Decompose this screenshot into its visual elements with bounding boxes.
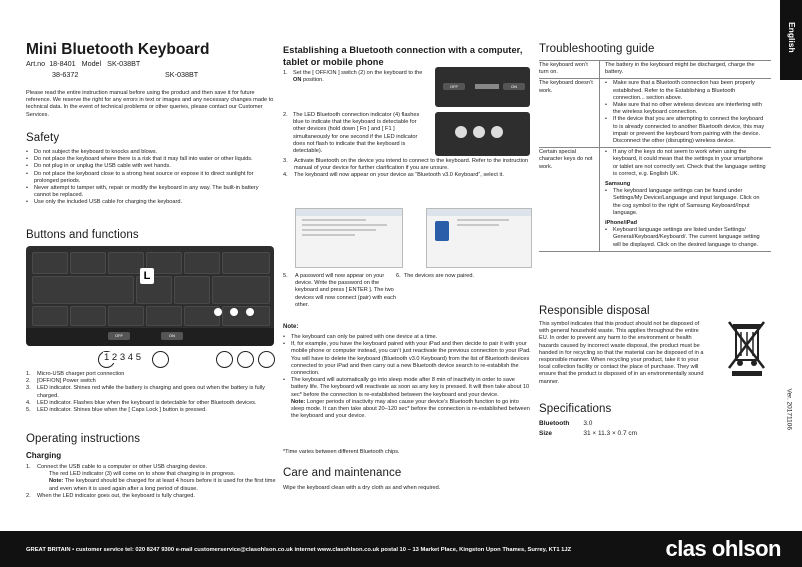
artno-value: 18-8401 xyxy=(49,59,76,68)
buttons-item: 3. LED indicator. Shines red while the battery is charging and goes out when the battery is fully charged. xyxy=(26,385,265,399)
solution-item: • Keyboard language settings are listed under Settings/ General/Keyboard/Keyboard/. The current language setting will be displayed. Click on the desired language to change. xyxy=(605,227,768,249)
table-row xyxy=(539,420,651,430)
specifications-heading: Specifications xyxy=(539,403,612,415)
callout-circle xyxy=(258,351,275,368)
weee-bin-icon xyxy=(724,318,769,378)
safety-item: • Do not place the keyboard close to a strong heat source or expose it to direct sunlight for prolonged periods. xyxy=(26,171,276,185)
operating-heading: Operating instructions xyxy=(26,433,141,445)
safety-item: • Never attempt to tamper with, repair or modify the keyboard in any way. The built-in battery cannot be replaced. xyxy=(26,185,276,199)
safety-item: • Use only the included USB cable for charging the keyboard. xyxy=(26,199,276,206)
keyboard-key xyxy=(184,252,220,274)
intro-text: Please read the entire instruction manual before using the product and then save it for future reference. We reserve the right for any errors in text or images and any necessary changes made to technical data. In the event of technical problems or other queries, please contact our Customer Services. xyxy=(26,90,274,118)
keyboard-edge xyxy=(26,328,274,346)
spec-value: 3.0 xyxy=(583,420,593,427)
buttons-list xyxy=(26,371,276,414)
keyboard-key xyxy=(32,276,134,304)
troubleshooting-table xyxy=(539,60,771,252)
specifications-table xyxy=(539,420,651,440)
brand-logo: clas ohlson xyxy=(665,536,781,561)
keyboard-key xyxy=(108,252,144,274)
keyboard-key xyxy=(108,306,144,326)
caps-lock-key-symbol: L xyxy=(140,268,154,284)
model-label: Model xyxy=(81,59,102,68)
keyboard-key xyxy=(70,306,106,326)
solution-item: • If the device that you are attempting to connect the keyboard to is already connected to another Bluetooth device, this may impair or prevent the keyboard from pairing with the device. Disconnect the other (disrupting) wireless device. xyxy=(605,116,768,145)
switch-on-label: ON xyxy=(161,332,183,340)
keyboard-key xyxy=(212,276,270,304)
safety-item: • Do not subject the keyboard to knocks and blows. xyxy=(26,149,276,156)
language-label: English xyxy=(787,22,797,53)
charging-step: 2. When the LED indicator goes out, the keyboard is fully charged. xyxy=(26,492,195,499)
bt-note: • The keyboard will automatically go into sleep mode after 8 min of inactivity in order to save battery life. The keyboard will reactivate as soon as any key is pressed. It will then take about 10 sec* before the connection is re-established between the keyboard and your device. Note: Longer periods of inactivity may also cause your device’s Bluetooth function to go into sleep mode. It can then take about 20–120 sec* before the connection is re-established between the keyboard and your device. xyxy=(283,377,533,420)
led-indicator-3 xyxy=(214,308,222,316)
switch-off-label: OFF xyxy=(108,332,130,340)
disposal-heading: Responsible disposal xyxy=(539,305,650,317)
bt-step-5: 5. A password will now appear on your device. Write the password on the keyboard and press [ ENTER ]. The two devices will now connect (pair) with each other. xyxy=(283,273,397,308)
charging-heading: Charging xyxy=(26,451,62,460)
problem-cell: The keyboard won’t turn on. xyxy=(539,61,600,79)
language-tab xyxy=(780,0,802,80)
callout-numbers: 1 2 3 4 5 xyxy=(104,352,141,363)
spec-key: Bluetooth xyxy=(539,420,570,427)
solution-cell xyxy=(600,148,772,252)
solution-item: • Make sure that no other wireless devices are interfering with the wireless keyboard connection. xyxy=(605,102,768,116)
keyboard-key xyxy=(222,252,270,274)
bluetooth-heading: Establishing a Bluetooth connection with a computer, tablet or mobile phone xyxy=(283,45,523,67)
bt-note: • If, for example, you have the keyboard paired with your iPad and then decide to pair it with your mobile phone or computer instead, you can’t just reactivate the previous connection to your iPad. You will have to delete the keyboard (Bluetooth v3.0 Keyboard) from the list of Bluetooth devices connected to your iPad and then carry out a new Bluetooth device search to re-establish the connection. xyxy=(283,341,533,377)
led-illustration xyxy=(435,112,530,156)
footer xyxy=(0,531,802,567)
charging-steps xyxy=(26,464,276,500)
switch-off-mini: OFF xyxy=(443,83,465,90)
safety-heading: Safety xyxy=(26,132,60,144)
disposal-text: This symbol indicates that this product should not be disposed of with general household waste. This applies throughout the entire EU. In order to prevent any harm to the environment or health hazards caused by incorrect waste disposal, the product must be handed in for recycling so that the material can be disposed of in a responsible manner. When recycling your product, take it to your local collection facility or contact the place of purchase. They will ensure that the product is disposed of in an environmentally sound manner. xyxy=(539,321,704,385)
ipad-heading: iPhone/iPad xyxy=(605,220,638,227)
led-dot xyxy=(491,126,503,138)
bt-step-2: 2. The LED Bluetooth connection indicator (4) flashes blue to indicate that the keyboard is detectable for other devices (hold down [ Fn ] and [ F1 ] simultaneously for one second if the LED indicator does not flash to indicate that the keyboard is detectable). xyxy=(283,112,420,155)
callout-circle xyxy=(216,351,233,368)
model-value: SK-038BT xyxy=(107,59,141,68)
led-indicator-5 xyxy=(246,308,254,316)
page-title: Mini Bluetooth Keyboard xyxy=(26,41,210,58)
samsung-heading: Samsung xyxy=(605,181,631,188)
charging-step-detail: The red LED indicator (3) will come on to show that charging is in progress. xyxy=(49,471,236,478)
buttons-heading: Buttons and functions xyxy=(26,229,139,241)
bt-footnote: *Time varies between different Bluetooth chips. xyxy=(283,449,400,455)
device-screenshot-2 xyxy=(426,208,532,268)
buttons-item: 5. LED indicator. Shines blue when the [ Caps Lock ] button is pressed. xyxy=(26,407,207,414)
switch-on-mini: ON xyxy=(503,83,525,90)
problem-cell: Certain special character keys do not work. xyxy=(539,148,600,252)
problem-cell: The keyboard doesn’t work. xyxy=(539,79,600,148)
keyboard-key xyxy=(32,252,68,274)
bt-steps-3-4 xyxy=(283,158,533,180)
safety-item: • Do not plug in or unplug the USB cable with wet hands. xyxy=(26,163,276,170)
table-row xyxy=(539,61,771,79)
solution-cell xyxy=(600,79,772,148)
callout-circle xyxy=(152,351,169,368)
solution-item: • Make sure that a Bluetooth connection has been properly established. Refer to the Establishing a Bluetooth connection... section above. xyxy=(605,80,768,102)
led-dot xyxy=(455,126,467,138)
spec-value: 31 × 11.3 × 0.7 cm xyxy=(583,430,638,437)
callout-circle xyxy=(237,351,254,368)
footer-contact: GREAT BRITAIN • customer service tel: 020 8247 9300 e-mail customerservice@clasohlson.co.uk internet www.clasohlson.co.uk postal 10 – 13 Market Place, Kingston Upon Thames, Surrey, KT1 1JZ xyxy=(26,547,572,553)
solution-cell: The battery in the keyboard might be discharged, charge the battery. xyxy=(600,61,772,79)
spec-key: Size xyxy=(539,430,553,437)
artno-value-2: 38-6372 xyxy=(52,70,79,79)
switch-slider[interactable] xyxy=(475,84,499,89)
bt-note-heading: Note: xyxy=(283,324,299,330)
model-value-2: SK-038BT xyxy=(165,70,199,79)
safety-list xyxy=(26,149,276,207)
table-row xyxy=(539,148,771,252)
buttons-item: 4. LED indicator. Flashes blue when the keyboard is detectable for other Bluetooth devices. xyxy=(26,399,257,406)
bt-notes xyxy=(283,334,533,420)
table-row xyxy=(539,79,771,148)
bt-step-1: 1. Set the [ OFF/ON ] switch (2) on the keyboard to the ON position. xyxy=(283,70,423,84)
solution-item: • If any of the keys do not seem to work when using the keyboard, it could mean that the settings in your smartphone or tablet are not correctly set. Check that the language setting is correct, e.g. English UK. xyxy=(605,149,768,178)
solution-item: • The keyboard language settings can be found under Settings/My Device/Language and input language. Click on the cog symbol to the right of Samsung Keyboard/Input language. xyxy=(605,188,768,217)
note-label: Note: xyxy=(291,398,306,405)
on-label: ON xyxy=(293,77,302,84)
care-heading: Care and maintenance xyxy=(283,467,402,479)
bt-step-4: 4. The keyboard will now appear on your device as “Bluetooth v3.0 Keyboard”, select it. xyxy=(283,172,504,179)
buttons-item: 1. Micro-USB charger port connection xyxy=(26,371,125,377)
charging-note: The keyboard should be charged for at least 4 hours before it is used for the first time and even when it is used again after a long period of disuse. xyxy=(49,478,276,492)
keyboard-illustration xyxy=(26,246,274,346)
artno-label: Art.no xyxy=(26,59,46,68)
keyboard-key xyxy=(174,276,210,304)
table-row xyxy=(539,430,651,440)
led-dot xyxy=(473,126,485,138)
version-label: Ver. 20171106 xyxy=(785,388,792,430)
led-indicator-4 xyxy=(230,308,238,316)
device-screenshot-1 xyxy=(295,208,403,268)
troubleshooting-heading: Troubleshooting guide xyxy=(539,43,655,55)
buttons-item: 2. [OFF/ON] Power switch xyxy=(26,378,96,385)
bt-step-3: 3. Activate Bluetooth on the device you intend to connect to the keyboard. Refer to the instruction manual of your device for further clarification if you are unsure. xyxy=(283,158,529,172)
bluetooth-icon xyxy=(435,221,449,241)
keyboard-key xyxy=(70,252,106,274)
bt-step-6: 6. The devices are now paired. xyxy=(396,273,475,279)
switch-illustration xyxy=(435,67,530,107)
bt-note: • The keyboard can only be paired with one device at a time. xyxy=(283,334,533,341)
care-text: Wipe the keyboard clean with a dry cloth as and when required. xyxy=(283,485,441,491)
note-label: Note: xyxy=(49,478,64,485)
keyboard-key xyxy=(146,306,182,326)
keyboard-key xyxy=(32,306,68,326)
safety-item: • Do not place the keyboard where there is a risk that it may fall into water or other liquids. xyxy=(26,156,276,163)
product-meta xyxy=(26,58,274,80)
charging-step: 1. Connect the USB cable to a computer or other USB charging device. The red LED indicator (3) will come on to show that charging is in progress. Note: The keyboard should be charged for at least 4 hours before it is used for the first time and even when it is used again after a long period of disuse. xyxy=(26,464,276,492)
